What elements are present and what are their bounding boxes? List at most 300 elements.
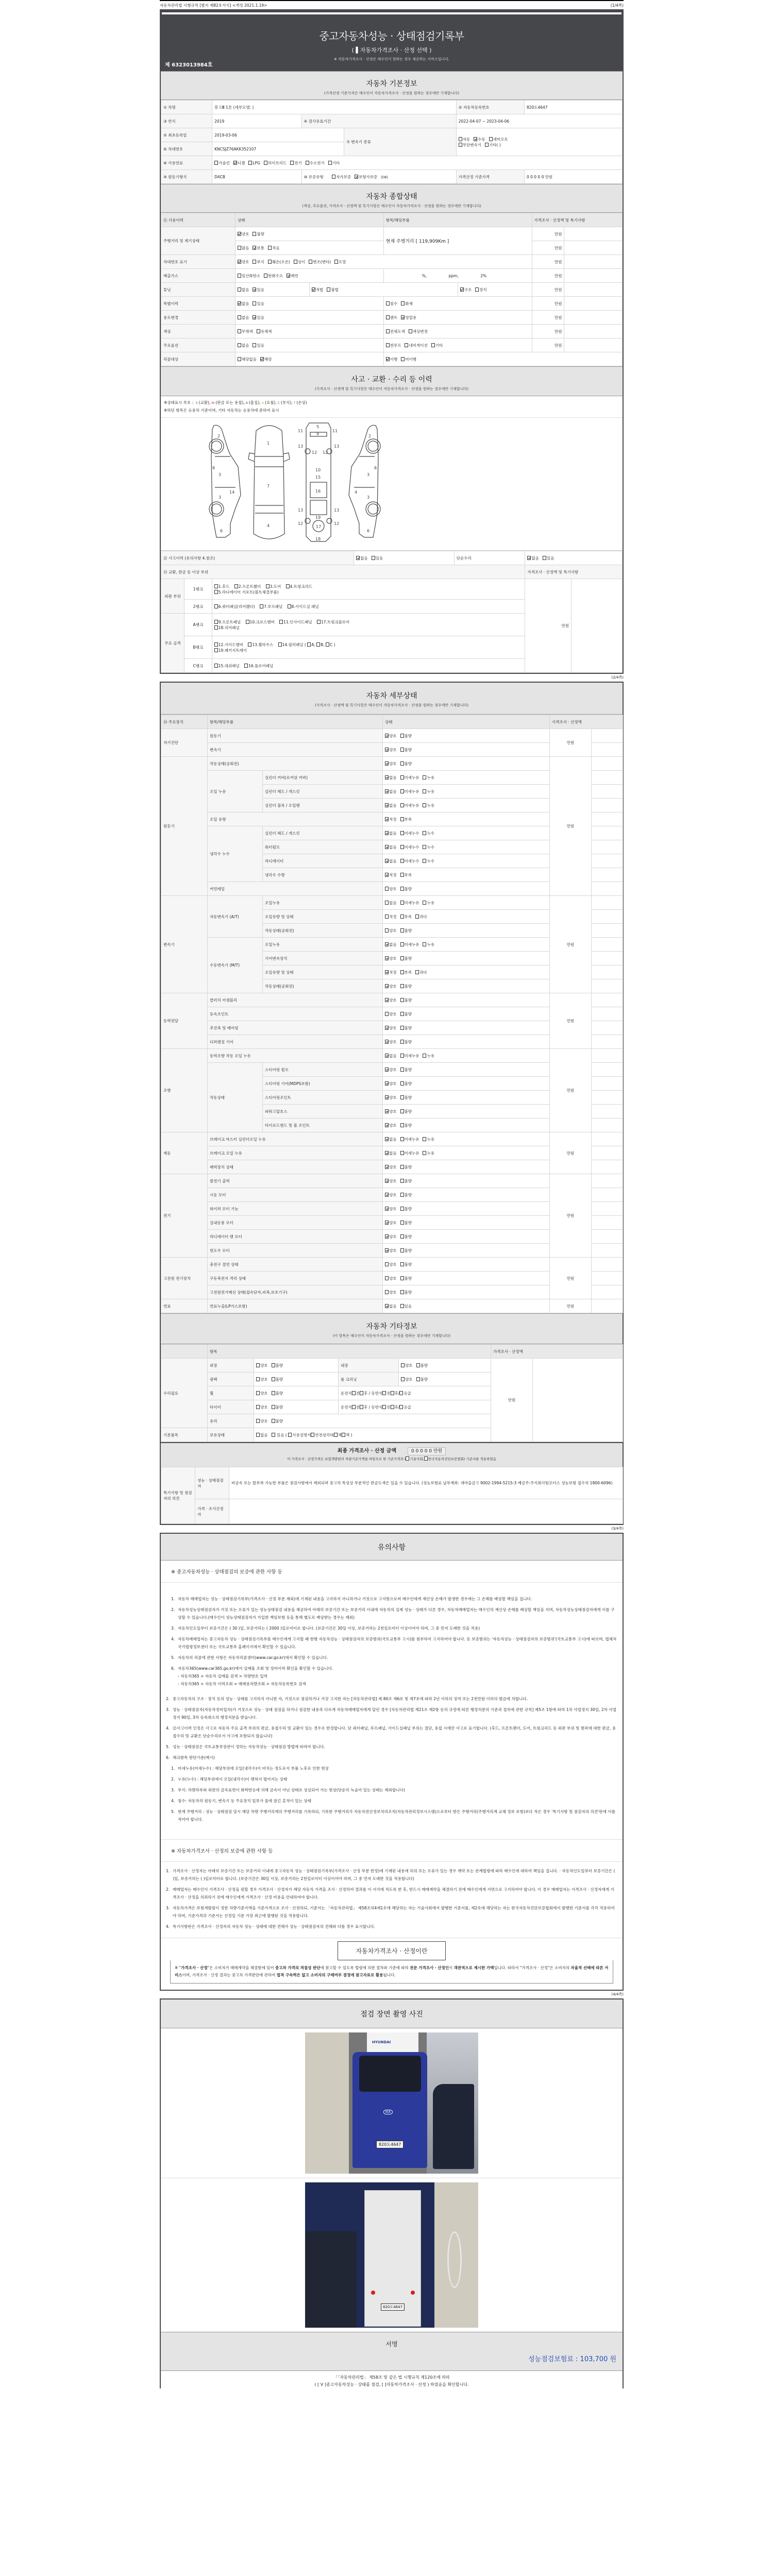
checked-checkbox[interactable] — [385, 1054, 389, 1058]
checkbox[interactable] — [459, 137, 462, 141]
option — [248, 161, 260, 165]
option-label: 미세누유 — [404, 775, 419, 780]
checkbox[interactable] — [400, 901, 404, 905]
checked-checkbox[interactable] — [385, 775, 389, 779]
option-label: 부족 — [404, 970, 412, 975]
option-label: 양호 — [389, 997, 397, 1003]
checkbox[interactable] — [400, 734, 404, 738]
checked-checkbox[interactable] — [385, 942, 389, 946]
checkbox[interactable] — [423, 1151, 426, 1155]
svg-text:2: 2 — [217, 434, 221, 438]
checkbox[interactable] — [385, 1262, 389, 1266]
checkbox[interactable] — [385, 1276, 389, 1280]
checkbox[interactable] — [400, 1026, 404, 1030]
item-label: 연료누출(LP가스포함) — [208, 1299, 383, 1313]
checkbox[interactable] — [316, 642, 320, 647]
checkbox[interactable] — [391, 1405, 394, 1409]
checkbox[interactable] — [401, 301, 405, 306]
checkbox[interactable] — [272, 1363, 275, 1367]
checkbox[interactable] — [400, 928, 404, 933]
checkbox[interactable] — [272, 1433, 275, 1437]
checkbox[interactable] — [317, 620, 321, 624]
checked-checkbox[interactable] — [385, 1165, 389, 1169]
checkbox[interactable] — [214, 620, 218, 624]
checkbox[interactable] — [400, 970, 404, 974]
checkbox[interactable] — [400, 845, 404, 849]
checkbox[interactable] — [253, 232, 256, 236]
option-label: 미세누유 — [404, 1150, 419, 1156]
checked-checkbox[interactable] — [385, 734, 389, 738]
checkbox[interactable] — [409, 329, 412, 333]
checked-checkbox[interactable] — [385, 1179, 389, 1183]
checkbox[interactable] — [475, 287, 479, 292]
option-label: 양호 — [389, 1025, 397, 1030]
checkbox[interactable] — [400, 1095, 404, 1099]
checkbox[interactable] — [386, 343, 390, 347]
checked-checkbox[interactable] — [253, 246, 256, 250]
option — [253, 301, 264, 306]
page-2 — [160, 682, 624, 1525]
checkbox[interactable] — [272, 1391, 275, 1395]
document-number: 제 6323013984호 — [165, 62, 213, 68]
checkbox[interactable] — [400, 887, 404, 891]
device-group: 원동기 — [161, 757, 208, 896]
checked-checkbox[interactable] — [253, 315, 256, 319]
checkbox[interactable] — [386, 301, 390, 306]
item-status — [383, 826, 550, 840]
checkbox[interactable] — [214, 584, 218, 588]
checkbox[interactable] — [400, 1290, 404, 1294]
checkbox[interactable] — [272, 1377, 275, 1381]
checkbox[interactable] — [423, 831, 426, 835]
svg-text:12: 12 — [323, 450, 328, 455]
checkbox[interactable] — [405, 343, 408, 347]
checkbox[interactable] — [400, 748, 404, 752]
checkbox[interactable] — [256, 1405, 260, 1409]
checked-checkbox[interactable] — [385, 1026, 389, 1030]
checked-checkbox[interactable] — [260, 357, 264, 361]
checkbox[interactable] — [326, 642, 329, 647]
checkbox[interactable] — [400, 1081, 404, 1086]
checkbox[interactable] — [400, 984, 404, 988]
checkbox[interactable] — [253, 343, 256, 347]
checked-checkbox[interactable] — [385, 1123, 389, 1127]
checkbox[interactable] — [264, 161, 267, 165]
etc-table — [161, 1344, 623, 1442]
checked-checkbox[interactable] — [474, 137, 477, 141]
photo-rear-wrap — [161, 2178, 623, 2332]
checked-checkbox[interactable] — [385, 956, 389, 960]
checked-checkbox[interactable] — [385, 1248, 389, 1252]
checked-checkbox[interactable] — [385, 831, 389, 835]
option-label: 렌트 — [390, 315, 398, 320]
form-reference-bar — [160, 0, 624, 9]
checkbox[interactable] — [382, 1405, 386, 1409]
checkbox[interactable] — [400, 1276, 404, 1280]
checked-checkbox[interactable] — [385, 845, 389, 849]
checkbox[interactable] — [257, 329, 260, 333]
checked-checkbox[interactable] — [401, 315, 405, 319]
checkbox[interactable] — [352, 1405, 356, 1409]
rank-1: 1랭크 — [184, 579, 212, 600]
checkbox[interactable] — [400, 1304, 404, 1308]
checked-checkbox[interactable] — [385, 1137, 389, 1141]
checkbox[interactable] — [256, 1377, 260, 1381]
checked-checkbox[interactable] — [527, 556, 531, 560]
option — [253, 260, 264, 264]
option — [309, 260, 331, 264]
checkbox[interactable] — [431, 343, 435, 347]
option-label: 있음 — [257, 287, 264, 292]
option-label: 네비게이션 — [409, 343, 428, 348]
checked-checkbox[interactable] — [238, 301, 241, 306]
checkbox[interactable] — [391, 1391, 394, 1395]
checkbox[interactable] — [290, 161, 294, 165]
checkbox[interactable] — [400, 1248, 404, 1252]
header-divider — [162, 12, 621, 14]
checkbox[interactable] — [334, 260, 338, 264]
checked-checkbox[interactable] — [385, 1095, 389, 1099]
option — [527, 556, 539, 561]
price-unit: 만원 — [532, 241, 564, 255]
checkbox[interactable] — [256, 1419, 260, 1423]
checkbox[interactable] — [306, 161, 309, 165]
checkbox[interactable] — [400, 998, 404, 1002]
checked-checkbox[interactable] — [385, 817, 389, 821]
checkbox[interactable] — [401, 357, 405, 361]
option — [400, 901, 419, 905]
option — [312, 287, 324, 292]
checkbox[interactable] — [386, 329, 390, 333]
checkbox[interactable] — [253, 260, 256, 264]
option — [400, 1179, 412, 1183]
checkbox[interactable] — [423, 901, 426, 905]
option — [385, 1207, 397, 1211]
item-status — [383, 1188, 550, 1202]
checkbox[interactable] — [423, 1137, 426, 1141]
checkbox[interactable] — [400, 775, 404, 779]
checkbox[interactable] — [415, 970, 419, 974]
checkbox[interactable] — [400, 1207, 404, 1211]
checked-checkbox[interactable] — [385, 761, 389, 766]
checkbox[interactable] — [386, 315, 390, 319]
option-label: 자동 — [462, 137, 470, 142]
checkbox[interactable] — [214, 664, 218, 668]
checked-checkbox[interactable] — [385, 998, 389, 1002]
checkbox[interactable] — [400, 1137, 404, 1141]
checked-checkbox[interactable] — [385, 1040, 389, 1044]
checkbox[interactable] — [278, 642, 282, 647]
checked-checkbox[interactable] — [385, 803, 389, 807]
checkbox[interactable] — [489, 137, 493, 141]
appraisal-box-title: 자동차가격조사 · 산정이란 — [338, 1941, 446, 1960]
checked-checkbox[interactable] — [238, 260, 241, 264]
option-label: 미세누유 — [404, 900, 419, 905]
checkbox[interactable] — [294, 260, 297, 264]
checked-checkbox[interactable] — [385, 789, 389, 793]
rear-plate: 820도4647 — [381, 2303, 405, 2311]
option-label: 불량 — [404, 1039, 412, 1044]
engine-type — [212, 170, 301, 184]
checkbox[interactable] — [214, 625, 218, 630]
option-label: 불량 — [404, 1234, 412, 1239]
checkbox[interactable] — [400, 914, 404, 919]
option-label: 양호 — [389, 1220, 397, 1225]
checkbox[interactable] — [311, 1433, 314, 1437]
checked-checkbox[interactable] — [385, 970, 389, 974]
checkbox[interactable] — [214, 642, 218, 647]
checkbox[interactable] — [400, 859, 404, 863]
checkbox[interactable] — [214, 648, 218, 652]
checked-checkbox[interactable] — [386, 357, 390, 361]
checkbox[interactable] — [400, 1221, 404, 1225]
checkbox[interactable] — [423, 1054, 426, 1058]
checkbox[interactable] — [400, 817, 404, 821]
checked-checkbox[interactable] — [385, 748, 389, 752]
checked-checkbox[interactable] — [385, 984, 389, 988]
checkbox[interactable] — [400, 789, 404, 793]
checkbox[interactable] — [246, 620, 249, 624]
checkbox[interactable] — [238, 287, 241, 292]
option-label: 불량 — [404, 1081, 412, 1086]
checkbox[interactable] — [385, 914, 389, 919]
item-label: 브레이크 마스터 실린더오일 누유 — [208, 1132, 383, 1146]
checkbox[interactable] — [400, 803, 404, 807]
checkbox[interactable] — [264, 274, 267, 278]
checked-checkbox[interactable] — [460, 287, 464, 292]
checked-checkbox[interactable] — [287, 274, 290, 278]
label-outer-panels: 외판 부위 — [161, 579, 184, 614]
checked-checkbox[interactable] — [253, 287, 256, 292]
checkbox[interactable] — [256, 1433, 260, 1437]
checkbox[interactable] — [372, 556, 375, 560]
svg-text:7: 7 — [267, 484, 270, 488]
checked-checkbox[interactable] — [233, 161, 237, 165]
checkbox[interactable] — [238, 343, 241, 347]
checked-checkbox[interactable] — [385, 1081, 389, 1086]
item-label: 실내송풍 모터 — [208, 1216, 383, 1230]
item-label: 오일 유량 — [208, 812, 383, 826]
svg-text:4: 4 — [267, 523, 270, 528]
checkbox[interactable] — [400, 1262, 404, 1266]
checkbox[interactable] — [248, 642, 251, 647]
checkbox[interactable] — [423, 803, 426, 807]
section-title: 유의사항 — [377, 1544, 406, 1552]
option-label: 불량 — [404, 1192, 412, 1197]
checkbox[interactable] — [400, 942, 404, 946]
table-row — [161, 1258, 623, 1272]
checkbox[interactable] — [214, 604, 218, 608]
checkbox[interactable] — [238, 274, 241, 278]
option — [400, 1151, 419, 1156]
label-gloss: 광택 — [208, 1372, 254, 1386]
checked-checkbox[interactable] — [385, 1207, 389, 1211]
option-label: 양호 — [389, 1095, 397, 1100]
checkbox[interactable] — [286, 584, 290, 588]
checkbox[interactable] — [400, 1012, 404, 1016]
option-label: 불량 — [404, 733, 412, 738]
checkbox[interactable] — [260, 604, 263, 608]
notice-subitem: 5. 현재 주행거리 : 성능 · 상태점검 당시 해당 차량 주행거리계의 주행거리를 기록하되, 기록한 주행거리가 자동차전산정보처리조직(자동차관리정보시스템)으로부터 받은 주행거리(주행거리계 교체 정보 포함)보다 적은 경우 '특기사항 및 점검자의 의견'란에 이를 적어야 합니다. — [171, 1809, 616, 1822]
checkbox[interactable] — [385, 928, 389, 933]
legend-symbol: T — [293, 401, 296, 405]
checkbox[interactable] — [234, 584, 238, 588]
checkbox[interactable] — [400, 1054, 404, 1058]
option-label: 양호 — [389, 1123, 397, 1128]
checkbox[interactable] — [400, 1193, 404, 1197]
checkbox[interactable] — [244, 664, 248, 668]
option — [332, 175, 351, 179]
checkbox[interactable] — [238, 246, 241, 250]
checkbox[interactable] — [416, 1363, 420, 1367]
col-item: 항목/해당부품 — [383, 213, 532, 227]
option-label: 미세누수 — [404, 858, 419, 863]
option — [460, 287, 472, 292]
checkbox[interactable] — [327, 287, 330, 292]
option-label: 불량 — [404, 1123, 412, 1128]
remarks-table — [161, 1467, 623, 1524]
checkbox[interactable] — [352, 1391, 356, 1395]
option-label: 디젤 — [237, 160, 245, 165]
option — [385, 803, 397, 808]
checkbox[interactable] — [342, 1433, 345, 1437]
checked-checkbox[interactable] — [385, 1193, 389, 1197]
checkbox[interactable] — [400, 873, 404, 877]
checked-checkbox[interactable] — [355, 175, 358, 179]
checkbox[interactable] — [400, 1151, 404, 1155]
checkbox[interactable] — [485, 143, 489, 147]
checkbox[interactable] — [382, 1391, 386, 1395]
notice-item: 3. 자동차가격은 보험개발원이 정한 차량기준가액을 기준가격으로 조사 · 산정하되, 기준서는 「자동차관리법」 제58조의4제1호에 해당하는 자는 기술사회에서 발행한 기준서를, 제2호에 해당하는 자는 한국자동차진단보증협회에서 발행한 기준서를 각각 적용하여야 하며, 기준가격과 기준서는 산정일 기준 가장 최근에 발행된 것을 적용합니다. — [166, 1906, 615, 1918]
checkbox[interactable] — [385, 1290, 389, 1294]
checkbox[interactable] — [400, 761, 404, 766]
checkbox[interactable] — [400, 1234, 404, 1239]
checkbox[interactable] — [399, 1391, 403, 1395]
checkbox[interactable] — [400, 956, 404, 960]
option-label: 누유 — [427, 775, 434, 780]
checkbox[interactable] — [406, 1456, 409, 1461]
checked-checkbox[interactable] — [238, 232, 241, 236]
option-label: 양호 — [389, 1248, 397, 1253]
checked-checkbox[interactable] — [385, 1109, 389, 1113]
checkbox[interactable] — [415, 914, 419, 919]
legend-note: ※하단 항목은 승용차 기준이며, 기타 자동차는 승용차에 준하여 표시 — [164, 408, 279, 413]
checked-checkbox[interactable] — [385, 1067, 389, 1072]
checkbox[interactable] — [214, 161, 218, 165]
checked-checkbox[interactable] — [385, 859, 389, 863]
checked-checkbox[interactable] — [385, 873, 389, 877]
checkbox[interactable] — [360, 1405, 363, 1409]
checkbox[interactable] — [423, 845, 426, 849]
checkbox[interactable] — [238, 315, 241, 319]
checkbox[interactable] — [248, 161, 252, 165]
checkbox[interactable] — [399, 1405, 403, 1409]
col-price: 가격조사 · 산정액 — [550, 715, 623, 729]
checkbox[interactable] — [253, 301, 256, 306]
legend-prefix: ※상태표시 부호 : — [164, 400, 194, 405]
checkbox[interactable] — [400, 1040, 404, 1044]
option-label: 부식 — [257, 259, 264, 264]
checkbox[interactable] — [279, 620, 283, 624]
option-label: 없음 — [389, 844, 397, 850]
checkbox[interactable] — [543, 556, 546, 560]
checkbox[interactable] — [423, 859, 426, 863]
option — [400, 928, 412, 933]
checkbox[interactable] — [424, 1456, 428, 1461]
device-group: 연료 — [161, 1299, 208, 1313]
option-label: 누유 — [427, 1137, 434, 1142]
checkbox[interactable] — [309, 260, 312, 264]
checkbox[interactable] — [416, 1377, 420, 1381]
checked-checkbox[interactable] — [385, 1151, 389, 1155]
checkbox[interactable] — [400, 1109, 404, 1113]
checkbox[interactable] — [272, 1405, 275, 1409]
checkbox[interactable] — [288, 1433, 292, 1437]
option-label: 누유 — [427, 803, 434, 808]
checkbox[interactable] — [266, 584, 270, 588]
checkbox[interactable] — [360, 1391, 363, 1395]
checkbox[interactable] — [334, 1433, 338, 1437]
color-options — [235, 325, 383, 338]
checkbox[interactable] — [328, 161, 332, 165]
checkbox[interactable] — [459, 143, 462, 147]
option — [290, 161, 302, 165]
option — [334, 260, 346, 264]
option-label: 미세누수 — [404, 844, 419, 850]
checkbox[interactable] — [385, 887, 389, 891]
checked-checkbox[interactable] — [312, 287, 315, 292]
checkbox[interactable] — [401, 1363, 405, 1367]
price-unit: 만원 — [491, 1359, 533, 1442]
checkbox[interactable] — [256, 1363, 260, 1367]
option-label: 보험사보증 — [359, 174, 378, 179]
emission-options — [235, 269, 383, 283]
checkbox[interactable] — [238, 329, 241, 333]
section-subtitle: (가격조사 · 산정액 및 특기사항은 매수인이 자동차가격조사 · 산정을 원하는 경우에만 기재합니다) — [314, 703, 469, 707]
checkbox[interactable] — [385, 1012, 389, 1016]
exterior-options: 양호 불량 — [254, 1359, 339, 1372]
checkbox[interactable] — [400, 831, 404, 835]
checkbox[interactable] — [400, 1179, 404, 1183]
checkbox[interactable] — [423, 775, 426, 779]
checkbox[interactable] — [401, 1377, 405, 1381]
checkbox[interactable] — [307, 642, 311, 647]
checkbox[interactable] — [214, 590, 218, 594]
checked-checkbox[interactable] — [385, 1304, 389, 1308]
checkbox[interactable] — [268, 246, 272, 250]
option-label: 장치 — [479, 287, 487, 292]
price-value — [592, 785, 623, 799]
checkbox[interactable] — [268, 260, 272, 264]
checked-checkbox[interactable] — [385, 1221, 389, 1225]
checkbox[interactable] — [423, 942, 426, 946]
section-title: 자동차 종합상태 — [366, 193, 417, 201]
section-title: 사고 · 교환 · 수리 등 이력 — [351, 376, 432, 384]
checkbox[interactable] — [423, 789, 426, 793]
checkbox[interactable] — [238, 357, 241, 361]
checkbox[interactable] — [272, 1419, 275, 1423]
checkbox[interactable] — [400, 1165, 404, 1169]
checkbox[interactable] — [385, 901, 389, 905]
checkbox[interactable] — [400, 1123, 404, 1127]
checked-checkbox[interactable] — [356, 556, 360, 560]
checkbox[interactable] — [288, 604, 291, 608]
checked-checkbox[interactable] — [385, 1234, 389, 1239]
basic-info-header — [161, 71, 623, 100]
checkbox[interactable] — [400, 1067, 404, 1072]
checkbox[interactable] — [256, 1391, 260, 1395]
checkbox[interactable] — [332, 175, 335, 179]
